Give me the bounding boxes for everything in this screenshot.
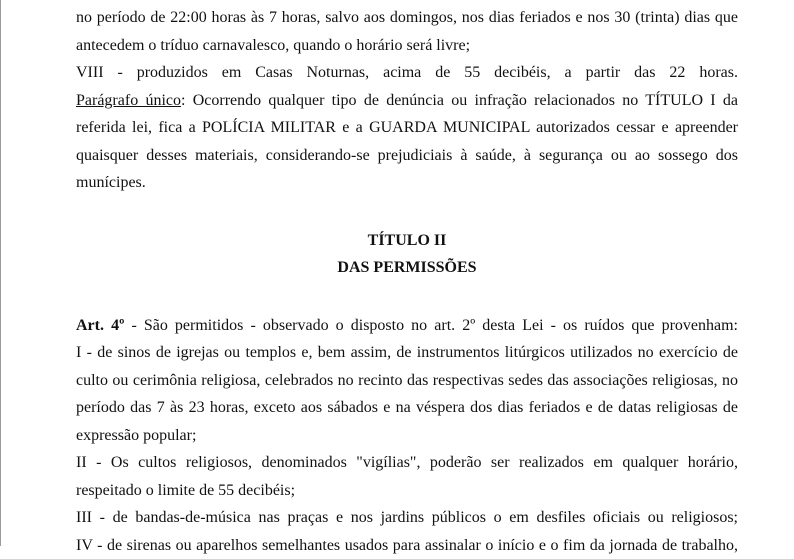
paragrafo-unico-label: Parágrafo único: [76, 92, 181, 109]
spacer: [76, 197, 738, 227]
document-body: [76, 4, 738, 559]
text-line: referida lei, fica a POLÍCIA MILITAR e a GUARDA MUNICIPAL autorizados cessar e apreender: [76, 114, 738, 142]
text-line: quaisquer desses materiais, considerando-se prejudiciais à saúde, à segurança ou ao sossego dos: [76, 142, 738, 170]
text-line: IV - de sirenas ou aparelhos semelhantes usados para assinalar o início e o fim da jornada de trabalho,: [76, 532, 738, 559]
text-line: munícipes.: [76, 169, 738, 197]
page-left-edge: [0, 0, 1, 546]
text-line: antecedem o tríduo carnavalesco, quando o horário será livre;: [76, 32, 738, 60]
article-label: Art. 4º: [76, 317, 124, 334]
text-line: respeitado o limite de 55 decibéis;: [76, 477, 738, 505]
article-4-line: [76, 312, 738, 340]
article-text: - São permitidos - observado o disposto no art. 2º desta Lei - os ruídos que provenham:: [124, 317, 738, 334]
section-subtitle: DAS PERMISSÕES: [76, 254, 738, 282]
text-line: VIII - produzidos em Casas Noturnas, acima de 55 decibéis, a partir das 22 horas.: [76, 59, 738, 87]
text-line: expressão popular;: [76, 422, 738, 450]
section-title: TÍTULO II: [76, 227, 738, 255]
text-line: II - Os cultos religiosos, denominados "vigílias", poderão ser realizados em qualquer horário,: [76, 449, 738, 477]
text-line: culto ou cerimônia religiosa, celebrados no recinto das respectivas sedes das associações religiosas, no: [76, 367, 738, 395]
paragrafo-unico-line: [76, 87, 738, 115]
paragrafo-unico-text: : Ocorrendo qualquer tipo de denúncia ou infração relacionados no TÍTULO I da: [181, 92, 738, 109]
text-line: III - de bandas-de-música nas praças e nos jardins públicos o em desfiles oficiais ou religiosos;: [76, 504, 738, 532]
text-line: I - de sinos de igrejas ou templos e, bem assim, de instrumentos litúrgicos utilizados no exercício de: [76, 339, 738, 367]
text-line: no período de 22:00 horas às 7 horas, salvo aos domingos, nos dias feriados e nos 30 (trinta) dias que: [76, 4, 738, 32]
spacer: [76, 282, 738, 312]
text-line: período das 7 às 23 horas, exceto aos sábados e na véspera dos dias feriados e de datas religiosas de: [76, 394, 738, 422]
